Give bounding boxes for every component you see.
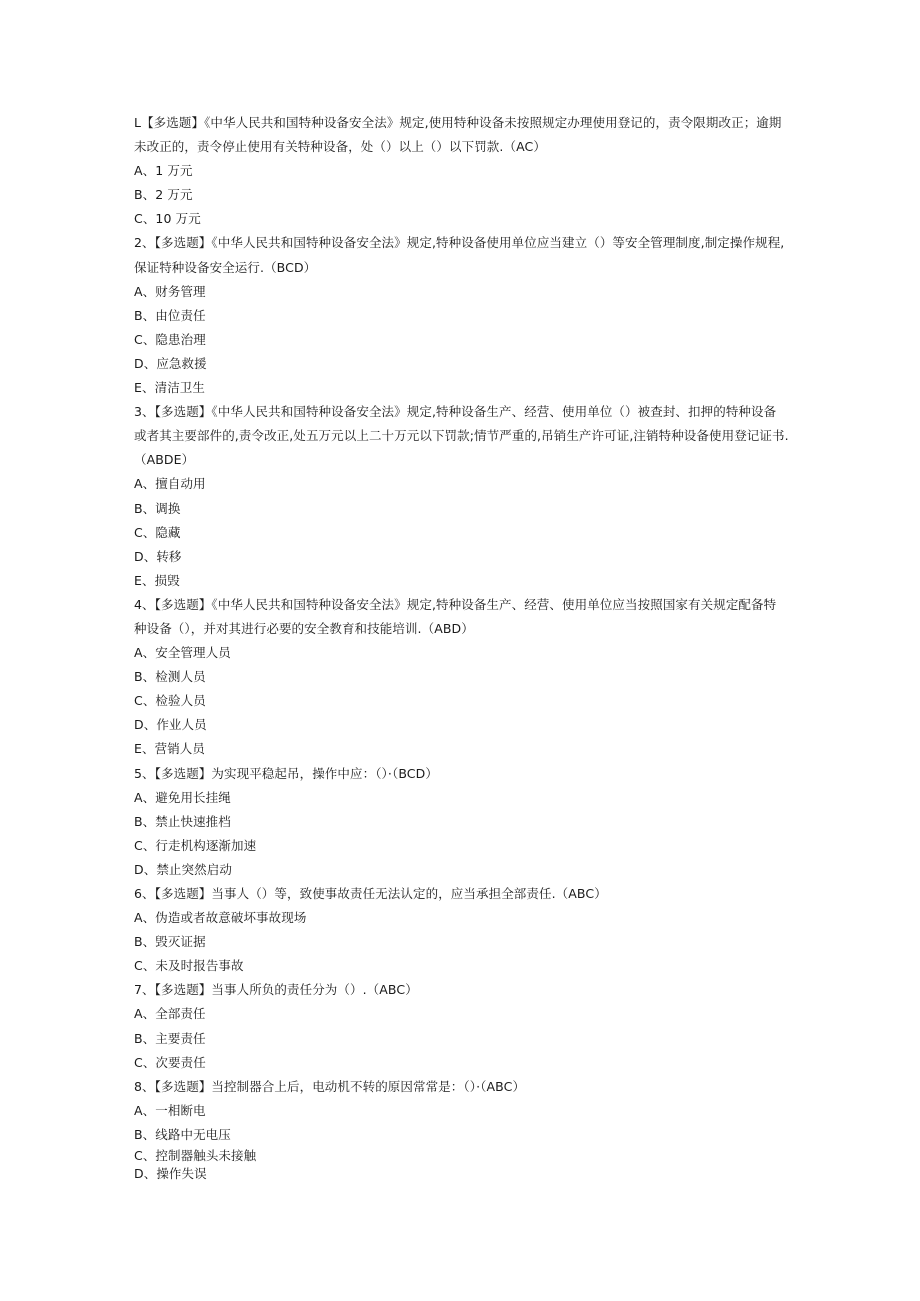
answer-option: E、营销人员 <box>134 741 205 757</box>
answer-option: A、避免用长挂绳 <box>134 789 231 805</box>
answer-option: E、损毁 <box>134 572 180 588</box>
answer-option: A、伪造或者故意破坏事故现场 <box>134 910 307 926</box>
answer-option: A、1 万元 <box>134 163 193 179</box>
question-text: 2、【多选题】《中华人民共和国特种设备安全法》规定,特种设备使用单位应当建立（）等安全管理制度,制定操作规程, <box>134 235 785 251</box>
answer-option: A、财务管理 <box>134 283 206 299</box>
answer-option: B、禁止快速推档 <box>134 813 231 829</box>
question-list <box>134 111 789 1183</box>
answer-option: B、主要责任 <box>134 1030 206 1046</box>
answer-option: B、2 万元 <box>134 187 193 203</box>
answer-option: D、操作失误 <box>134 1166 207 1182</box>
answer-option: A、一相断电 <box>134 1102 206 1118</box>
answer-option: A、擅自动用 <box>134 476 206 492</box>
answer-option: C、次要责任 <box>134 1054 206 1070</box>
answer-option: D、禁止突然启动 <box>134 861 232 877</box>
question-text: 种设备（），并对其进行必要的安全教育和技能培训.（ABD） <box>134 620 474 636</box>
question-6 <box>134 882 789 978</box>
question-text: 8、【多选题】当控制器合上后，电动机不转的原因常常是：（）·（ABC） <box>134 1078 526 1094</box>
question-text: 6、【多选题】当事人（）等，致使事故责任无法认定的，应当承担全部责任.（ABC） <box>134 886 607 901</box>
answer-option: C、控制器触头未接触 <box>134 1148 257 1164</box>
answer-option: D、作业人员 <box>134 717 207 733</box>
question-text: 4、【多选题】《中华人民共和国特种设备安全法》规定,特种设备生产、经营、使用单位应当按照国家有关规定配备特 <box>134 596 777 612</box>
question-1 <box>134 111 789 231</box>
answer-option: B、检测人员 <box>134 669 206 685</box>
answer-option: C、行走机构逐渐加速 <box>134 837 257 853</box>
question-3 <box>134 400 789 593</box>
answer-option: D、应急救援 <box>134 355 207 371</box>
question-text: （ABDE） <box>134 452 195 468</box>
question-text: 7、【多选题】当事人所负的责任分为（）.（ABC） <box>134 982 418 998</box>
answer-option: B、调换 <box>134 500 181 516</box>
answer-option: A、安全管理人员 <box>134 645 231 661</box>
answer-option: C、隐藏 <box>134 524 181 540</box>
question-text: 或者其主要部件的,责令改正,处五万元以上二十万元以下罚款;情节严重的,吊销生产许可证,注销特种设备使用登记证书. <box>134 428 789 444</box>
question-text: L【多选题】《中华人民共和国特种设备安全法》规定,使用特种设备未按照规定办理使用登记的，责令限期改正；逾期 <box>134 115 782 130</box>
question-text: 保证特种设备安全运行.（BCD） <box>134 259 317 275</box>
answer-option: C、10 万元 <box>134 211 201 227</box>
answer-option: B、毁灭证据 <box>134 934 206 950</box>
question-8 <box>134 1075 789 1183</box>
answer-option: C、检验人员 <box>134 693 206 709</box>
question-4 <box>134 593 789 762</box>
question-5 <box>134 762 789 882</box>
answer-option: B、线路中无电压 <box>134 1126 231 1142</box>
question-text: 3、【多选题】《中华人民共和国特种设备安全法》规定,特种设备生产、经营、使用单位（）被查封、扣押的特种设备 <box>134 404 777 420</box>
question-text: 未改正的，责令停止使用有关特种设备，处（）以上（）以下罚款.（AC） <box>134 139 546 155</box>
answer-option: E、清洁卫生 <box>134 380 205 396</box>
question-text: 5、【多选题】为实现平稳起吊，操作中应：（）·（BCD） <box>134 765 438 781</box>
question-2 <box>134 231 789 400</box>
answer-option: A、全部责任 <box>134 1006 206 1022</box>
answer-option: B、由位责任 <box>134 307 206 323</box>
question-7 <box>134 978 789 1074</box>
answer-option: C、隐患治理 <box>134 331 206 347</box>
answer-option: C、未及时报告事故 <box>134 958 244 974</box>
answer-option: D、转移 <box>134 548 182 564</box>
